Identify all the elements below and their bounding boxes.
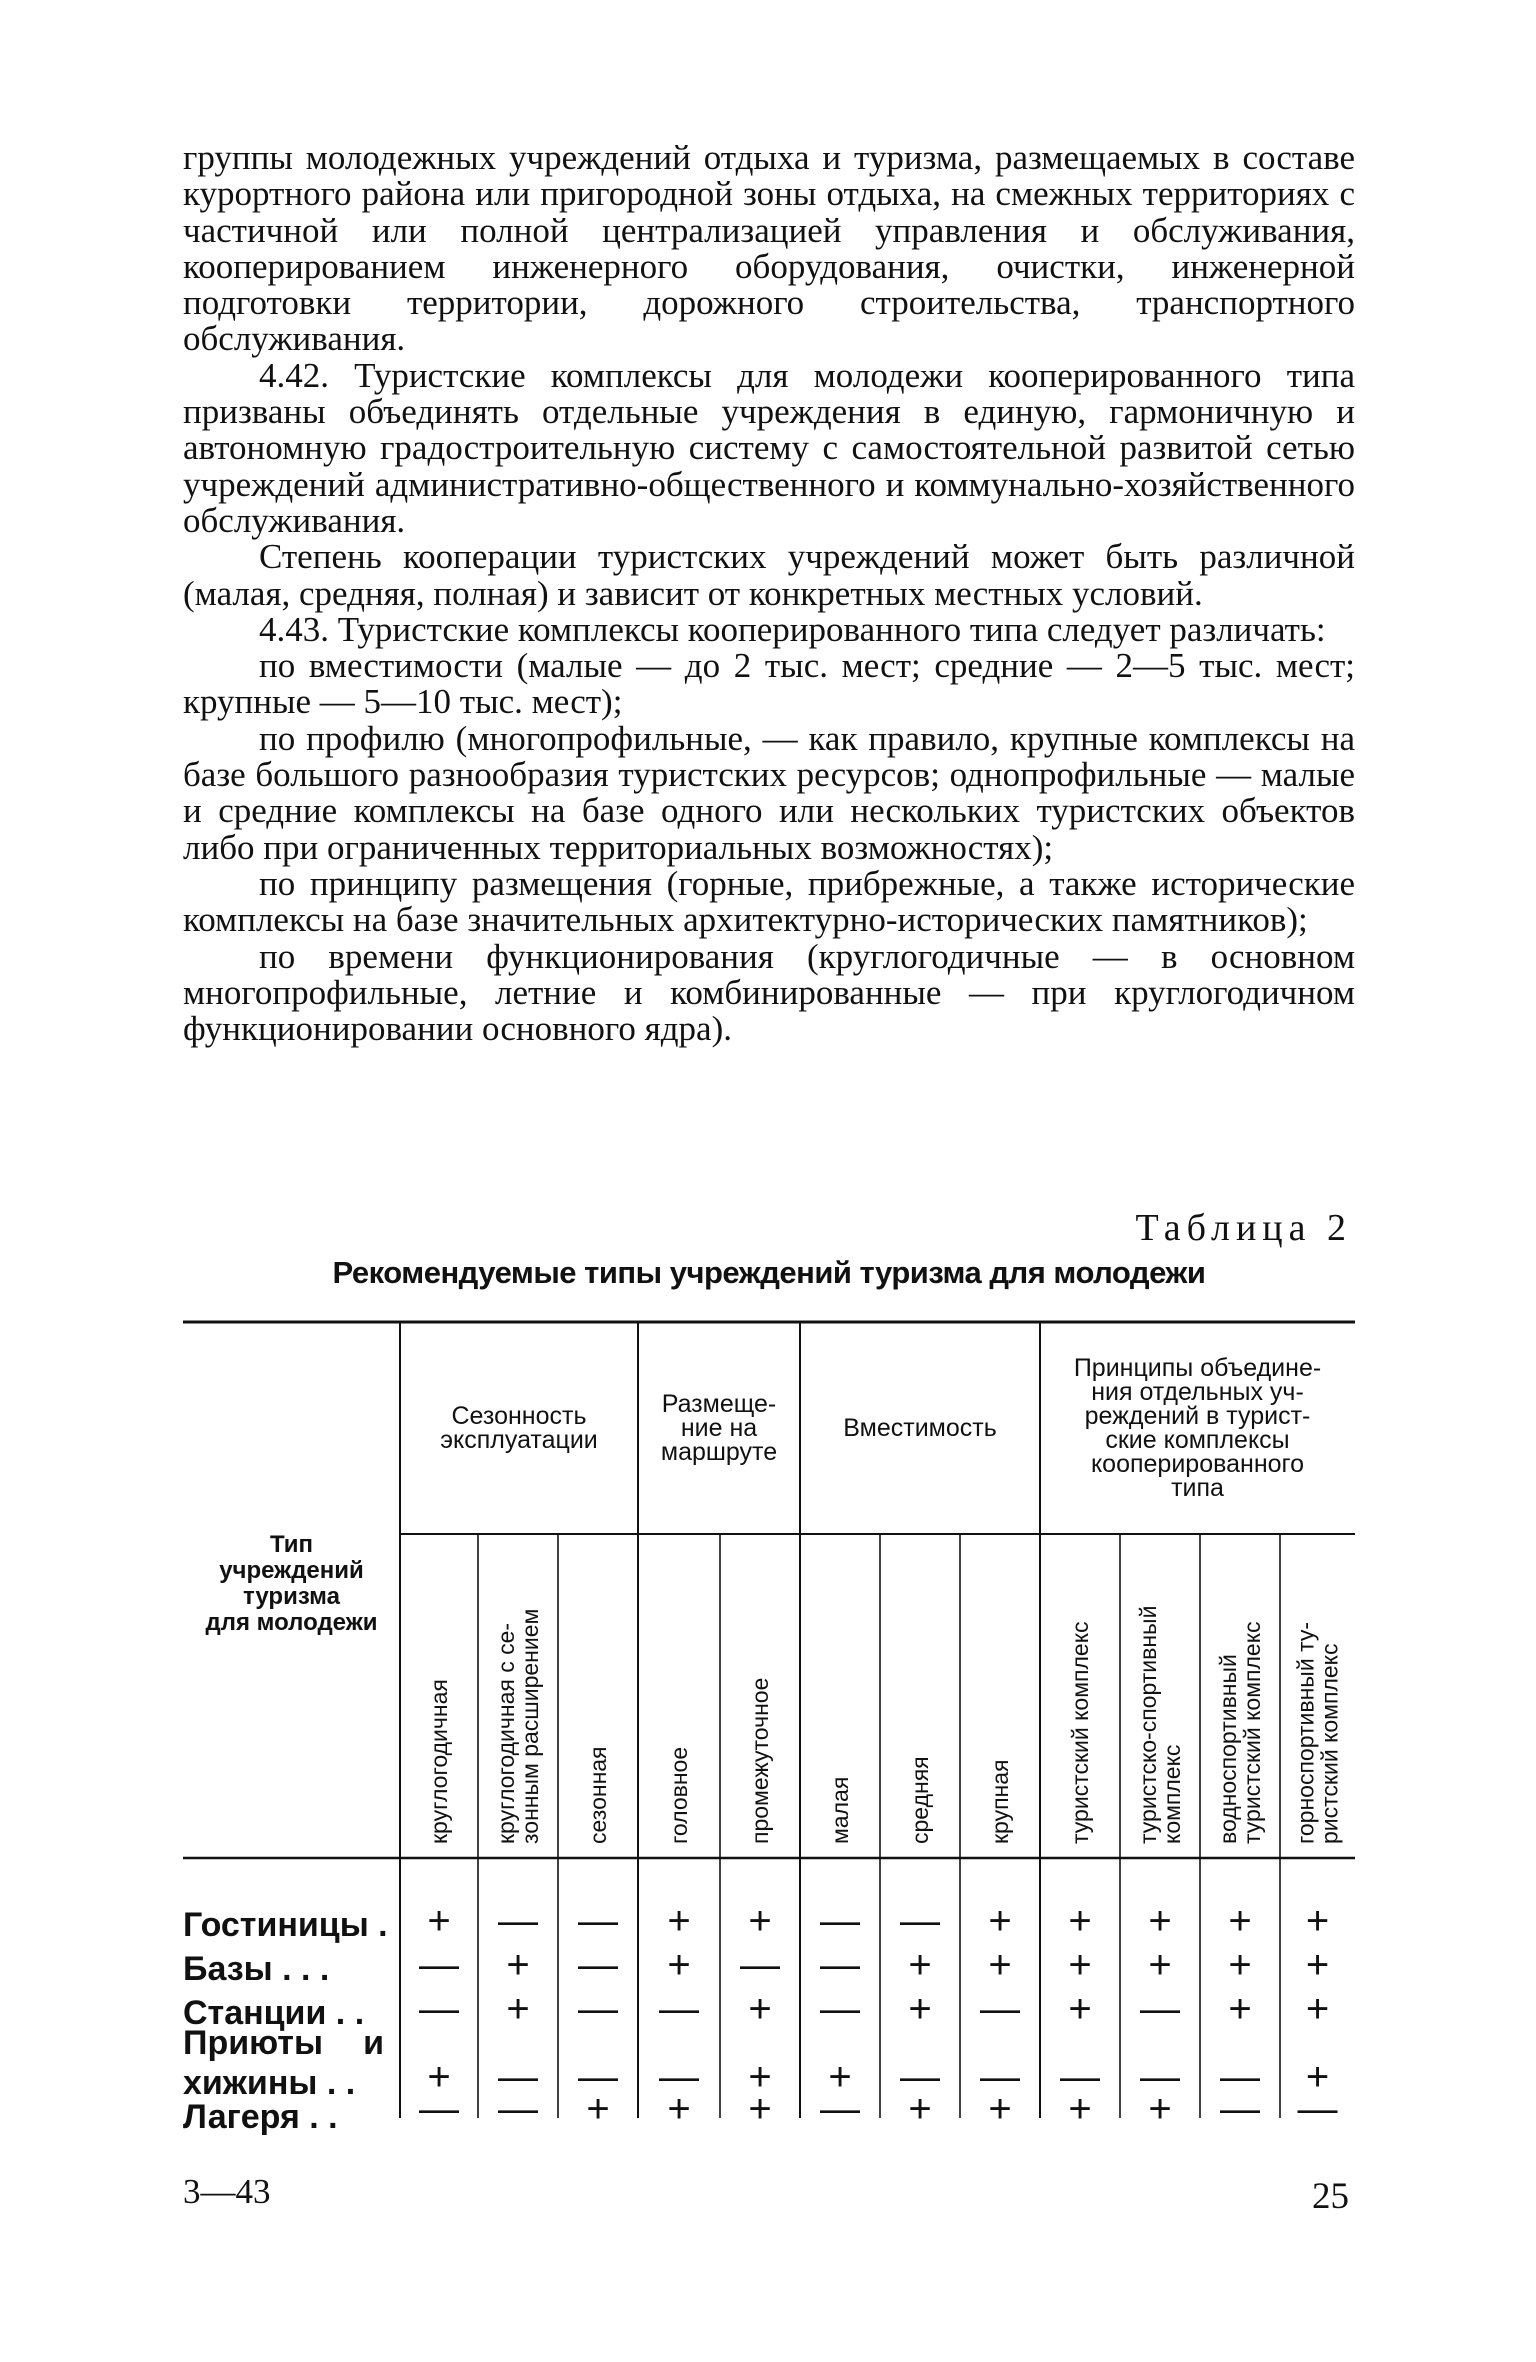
group-header-line: эксплуатации — [440, 1426, 598, 1454]
column-header-line: горноспортивный ту- — [1292, 1621, 1319, 1844]
group-header-line: ние на — [680, 1414, 758, 1442]
table-cell-mark: — — [498, 2087, 538, 2131]
column-header-line: ристский комплекс — [1316, 1643, 1343, 1844]
paragraph-capacity: по вместимости (малые — до 2 тыс. мест; средние — 2—5 тыс. мест; крупные — 5—10 тыс. мест); — [183, 646, 1355, 722]
table-cell-mark: — — [1220, 2055, 1260, 2099]
row-label: Приюты — [183, 2024, 323, 2062]
table-cell-mark: — — [820, 2087, 860, 2131]
column-header-line: сезонная — [585, 1746, 611, 1844]
table-cell-mark: — — [820, 1943, 860, 1987]
table-cell-mark: + — [988, 1943, 1012, 1987]
table-cell-mark: — — [820, 1899, 860, 1943]
table-cell-mark: — — [419, 1943, 459, 1987]
row-label: Лагеря . . — [183, 2098, 338, 2136]
table-cell-mark: + — [748, 2055, 772, 2099]
table-cell-mark: — — [419, 2087, 459, 2131]
group-header-line: ские комплексы — [1105, 1426, 1290, 1454]
table-cell-mark: + — [988, 2087, 1012, 2131]
table-cell-mark: — — [578, 1943, 618, 1987]
table-cell-mark: — — [820, 1987, 860, 2031]
table-cell-mark: + — [1068, 1987, 1092, 2031]
table-cell-mark: + — [427, 1899, 451, 1943]
column-header-line: туристский комплекс — [1067, 1621, 1093, 1844]
group-header-line: Принципы объедине- — [1073, 1354, 1322, 1382]
column-header-line: промежуточное — [747, 1677, 773, 1844]
table-cell-mark: + — [748, 1987, 772, 2031]
row-label: хижины . . — [183, 2064, 356, 2102]
table-cell-mark: — — [1297, 2087, 1338, 2131]
group-header-line: Сезонность — [451, 1402, 587, 1430]
column-header-line: зонным расширением — [517, 1608, 543, 1844]
table-label: Таблица 2 — [1135, 1207, 1352, 1249]
table-cell-mark: — — [1060, 2055, 1100, 2099]
group-header-line: типа — [1171, 1474, 1224, 1502]
row-label: и — [363, 2024, 384, 2062]
table-cell-mark: — — [659, 2055, 699, 2099]
table-cell-mark: + — [1068, 2087, 1092, 2131]
table-cell-mark: — — [980, 1987, 1020, 2031]
table-cell-mark: + — [427, 2055, 451, 2099]
paragraph-continuation: группы молодежных учреждений отдыха и туризма, размещаемых в составе курортного района или пригородной зоны отдыха, на смежных территориях с частичной или полной централизацией управления и обслуживания, кооперированием инженерного оборудования, очистки, инженерной подготовки территории, дорожного строительства, транспортного обслуживания. — [183, 138, 1355, 359]
group-header-line: Размеще- — [661, 1390, 777, 1418]
paragraph-profile: по профилю (многопрофильные, — как правило, крупные комплексы на базе большого разнообразия туристских ресурсов; однопрофильные — малые и средние комплексы на базе одного или нескольких туристских объектов либо при ограниченных территориальных возможностях); — [183, 718, 1355, 867]
table-cell-mark: + — [1068, 1943, 1092, 1987]
table-cell-mark: — — [740, 1943, 780, 1987]
group-header-line: реждений в турист- — [1084, 1402, 1311, 1430]
table-cell-mark: + — [1148, 1943, 1172, 1987]
table-cell-mark: + — [828, 2055, 852, 2099]
table-cell-mark: — — [498, 2055, 538, 2099]
group-header-line: ния отдельных уч- — [1091, 1378, 1304, 1406]
table-cell-mark: — — [980, 2055, 1020, 2099]
table-cell-mark: — — [578, 1987, 618, 2031]
table-title: Рекомендуемые типы учреждений туризма для молодежи — [332, 1255, 1206, 1290]
column-header-line: туристский комплекс — [1239, 1621, 1265, 1844]
paragraph-4-43: 4.43. Туристские комплексы кооперированного типа следует различать: — [259, 609, 1326, 649]
signature-mark: 3—43 — [183, 2172, 271, 2211]
table-cell-mark: + — [1228, 1899, 1252, 1943]
column-header-line: крупная — [987, 1759, 1013, 1844]
table-cell-mark: + — [1148, 2087, 1172, 2131]
column-header-line: круглогодичная с се- — [493, 1622, 519, 1844]
type-header-line: Тип — [270, 1531, 313, 1558]
table-cell-mark: — — [1220, 2087, 1260, 2131]
column-header-line: туристско-спортивный — [1135, 1605, 1161, 1844]
table-cell-mark: + — [748, 1899, 772, 1943]
column-header-line: комплекс — [1159, 1744, 1185, 1844]
page-number: 25 — [1312, 2176, 1349, 2217]
table-cell-mark: + — [908, 1987, 932, 2031]
type-header-line: для молодежи — [205, 1609, 378, 1636]
paragraph-cooperation: Степень кооперации туристских учреждений может быть различной (малая, средняя, полная) и зависит от конкретных местных условий. — [183, 537, 1355, 613]
paragraph-4-42: 4.42. Туристские комплексы для молодежи кооперированного типа призваны объединять отдельные учреждения в единую, гармоничную и автономную градостроительную систему с самостоятельной развитой сетью учреждений административно-общественного и коммунально-хозяйственного обслуживания. — [183, 355, 1355, 540]
table-cell-mark: — — [498, 1899, 538, 1943]
table-cell-mark: + — [506, 1943, 530, 1987]
group-header-line: кооперированного — [1090, 1450, 1305, 1478]
table-cell-mark: + — [988, 1899, 1012, 1943]
table-cell-mark: — — [900, 1899, 940, 1943]
table-cell-mark: + — [1305, 1943, 1330, 1987]
column-header-line: малая — [827, 1776, 853, 1844]
group-header-line: маршруте — [660, 1438, 778, 1466]
table-cell-mark: + — [667, 2087, 691, 2131]
table-cell-mark: — — [900, 2055, 940, 2099]
table-cell-mark: + — [748, 2087, 772, 2131]
table-cell-mark: + — [667, 1943, 691, 1987]
paragraph-operation-time: по времени функционирования (круглогодичные — в основном многопрофильные, летние и комбинированные — при круглогодичном функционировании основного ядра). — [183, 936, 1355, 1049]
table-cell-mark: + — [908, 1943, 932, 1987]
column-header-line: средняя — [907, 1756, 933, 1844]
type-header-line: туризма — [243, 1583, 340, 1610]
group-header-line: Вместимость — [843, 1414, 997, 1442]
table-cell-mark: + — [667, 1899, 691, 1943]
row-label: Базы . . . — [183, 1950, 330, 1988]
table-cell-mark: — — [578, 2055, 618, 2099]
table-cell-mark: — — [1140, 2055, 1180, 2099]
table-cell-mark: + — [506, 1987, 530, 2031]
row-label: Гостиницы . — [183, 1906, 388, 1944]
table-cell-mark: — — [659, 1987, 699, 2031]
column-header-line: водноспортивный — [1215, 1654, 1241, 1844]
row-label: Станции . . — [183, 1994, 365, 2032]
table-cell-mark: — — [1140, 1987, 1180, 2031]
table-cell-mark: + — [1305, 1987, 1330, 2031]
table-cell-mark: — — [419, 1987, 459, 2031]
table-cell-mark: + — [1228, 1943, 1252, 1987]
table-cell-mark: + — [1068, 1899, 1092, 1943]
paragraph-placement: по принципу размещения (горные, прибрежные, а также исторические комплексы на базе значительных архитектурно-исторических памятников); — [183, 863, 1355, 940]
table-cell-mark: + — [586, 2087, 610, 2131]
table-cell-mark: + — [1148, 1899, 1172, 1943]
table-cell-mark: + — [1305, 2055, 1330, 2099]
table-cell-mark: + — [1228, 1987, 1252, 2031]
table-cell-mark: + — [1305, 1899, 1330, 1943]
type-header-line: учреждений — [219, 1557, 364, 1584]
column-header-line: круглогодичная — [426, 1679, 452, 1844]
column-header-line: головное — [666, 1746, 692, 1844]
table-cell-mark: — — [578, 1899, 618, 1943]
table-cell-mark: + — [908, 2087, 932, 2131]
